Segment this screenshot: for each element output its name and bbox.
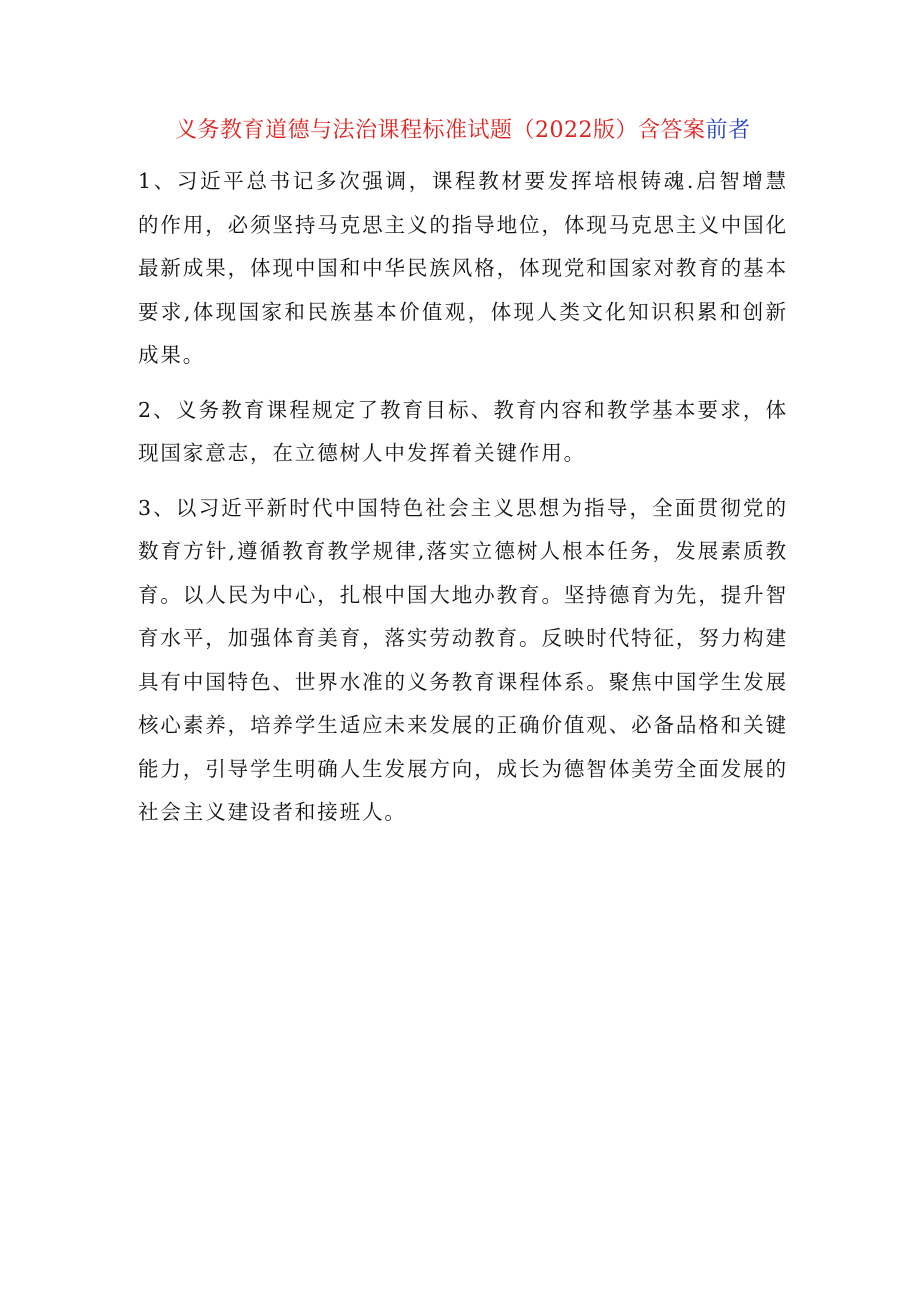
document-body	[138, 160, 788, 846]
title-suffix-text: 前者	[705, 118, 751, 143]
document-title	[175, 113, 795, 149]
paragraph-2: 2、义务教育课程规定了教育目标、教育内容和教学基本要求，体现国家意志，在立德树人中发挥着关键作用。	[138, 397, 788, 465]
title-main-text: 义务教育道德与法治课程标准试题（2022版）含答案	[175, 118, 706, 143]
paragraph-1: 1、习近平总书记多次强调，课程教材要发挥培根铸魂.启智增慧的作用，必须坚持马克思主义的指导地位，体现马克思主义中国化最新成果，体现中国和中华民族风格，体现党和国家对教育的基本要求,体现国家和民族基本价值观，体现人类文化知识积累和创新成果。	[138, 169, 788, 367]
paragraph-3: 3、以习近平新时代中国特色社会主义思想为指导，全面贯彻党的数育方针,遵循教育教学规律,落实立德树人根本任务，发展素质教育。以人民为中心，扎根中国大地办教育。坚持德育为先，提升智育水平，加强体育美育，落实劳动教育。反映时代特征，努力构建具有中国特色、世界水准的义务教育课程体系。聚焦中国学生发展核心素养，培养学生适应未来发展的正确价值观、必备品格和关键能力，引导学生明确人生发展方向，成长为德智体美劳全面发展的社会主义建设者和接班人。	[138, 495, 788, 824]
